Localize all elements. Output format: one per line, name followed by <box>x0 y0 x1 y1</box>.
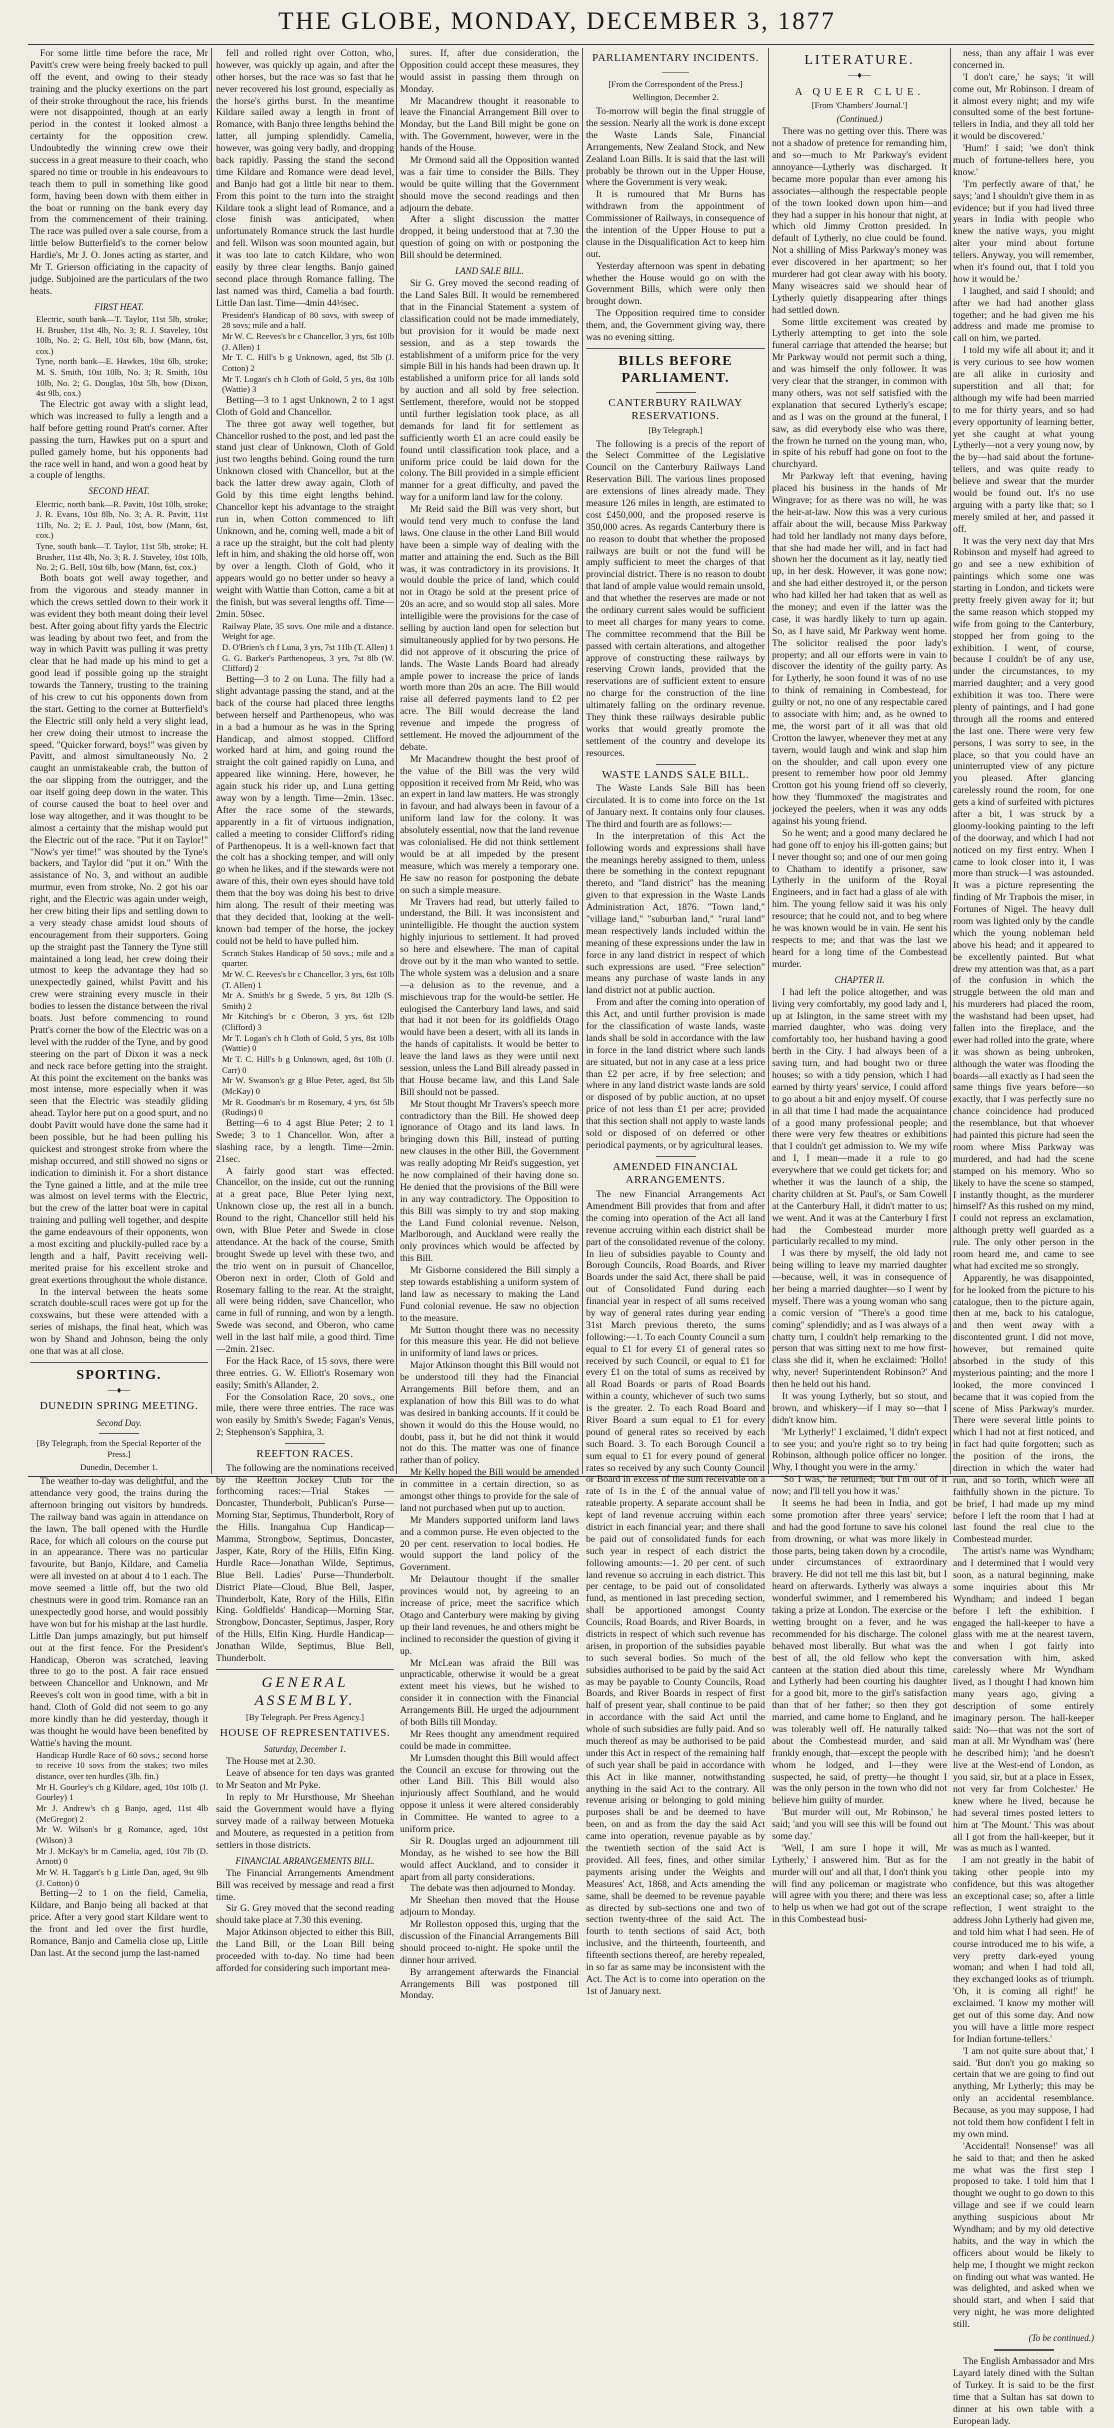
divider <box>656 392 696 393</box>
column-divider <box>396 48 397 1474</box>
paragraph: The Financial Arrangements Amendment Bill was received by message and read a first time. <box>216 1867 394 1903</box>
section-heading: LITERATURE. <box>804 53 915 68</box>
column-2 <box>216 48 394 1974</box>
paragraph: Major Atkinson objected to either this Bill, the Land Bill, or the Loan Bill being proceeded with to-day. No time had been afforded for considering such important mea- <box>216 1927 394 1974</box>
article-title: PARLIAMENTARY INCIDENTS. <box>592 52 759 64</box>
paragraph: Mr Reid said the Bill was very short, but would tend very much to confuse the land laws. One clause in the other Land Bill would have been a simple way of dealing with the matter and attaining the end. Such as the Bill was, it was contradictory in its provisions. It would double the price of land, which could not in Otago be sold at the present price of 20s an acre, and so would stop all sales. More intelligible were the provisions for the case of selling by auction land open for selection but simultaneously applied for by two persons. He did not approve of it obscuring the price of lands. The Waste Lands Board had already ample power to increase the price of lands worth more than 20s an acre. The Bill would raise all deferred payments land to £2 per acre. The Bill would decrease the land revenue and impede the progress of settlement. He moved the adjournment of the debate. <box>400 504 579 753</box>
paragraph: The following is a precis of the report of the Select Committee of the Legislative Council on the Canterbury Railways Land Reservation Bill. The various lines proposed are extensions of lines already made. They measure 126 miles in length, are estimated to cost £450,000, and the proposed reserve is 350,000 acres. As regards Canterbury there is no reason to doubt that whether the proposed railways are built or not the fund will be amply sufficient to meet the charges of that provincial district. There is no reason to doubt that land of ample value would remain unsold, and that whether the reserves are made or not the ordinary current sales would be sufficient to meet all charges for many years to come. The committee recommend that the Bill be passed with certain alterations, and altogether approve of constructing these railways by reserving Crown lands, provided that the reservations are of sufficient extent to ensure no charge for the construction of the line ultimately falling on the ordinary revenue. They think these railways desirable public works that would greatly promote the settlement of the country and develope its resources. <box>586 438 765 759</box>
paragraph: Mr Sutton thought there was no necessity for this measure this year. He did not believe in uniformity of land laws or prices. <box>400 1324 579 1360</box>
paragraph: For the Hack Race, of 15 sovs, there were three entries. G. W. Elliott's Rosemary won easily; Smith's Allander, 2. <box>216 1355 394 1391</box>
paragraph: The English Ambassador and Mrs Layard lately dined with the Sultan of Turkey. It is said to be the first time that a Sultan has sat down to dinner at his own table with a European lady. <box>953 2356 1094 2427</box>
divider <box>656 764 696 765</box>
race-result: Mr J. Andrew's ch g Banjo, aged, 11st 4lb (McGregor) 2 <box>36 1802 208 1824</box>
paragraph: The debate was then adjourned to Monday. <box>410 1883 576 1895</box>
race-result: Mr W. Wilson's br g Romance, aged, 10st (Wilson) 3 <box>36 1824 208 1845</box>
paragraph: Both boats got well away together, and from the vigorous and steady manner in which the crews settled down to their work it was evident they both meant doing their level best. After going about fifty yards the Electric was leading by about two feet, and from the way in which Pavitt was pulling it was pretty clear that he had made up his mind to get a good lead if possible going up the straight towards the Tannery, trusting to the training of his crew to cut his opponents down from the start. Getting to the corner at Butterfield's the Electric still only held a very slight lead, her crew doing their utmost to increase the speed. "Quicker forward, boys!" was given by Pavitt, and almost simultaneously No. 2 caught an unmistakeable crab, the button of the oar slipping from the outrigger, and the oar itself going deep down in the water. This of course caused the boat to heel over and lose way altogether, and it was thought to be almost a certainty that the mishap would put the Electric out of the race. "Put it on Taylor!" "Now's yer time!" was shouted by the Tyne's backers, and Taylor did "put it on." With the assistance of No. 3, and without an audible murmur, even from stroke, No. 2 got his oar right, and the Electric was again under weigh, her crew biting their lips and settling down to a very steady chase amidst loud shouts of encouragement from their supporters. Going up the straight past the Tannery the Tyne still maintained a long lead, her crew doing their utmost to keep the advantage they had so unexpectedly gained, whilst Pavitt and his crew were straining every muscle in their bodies to lessen the distance between the rival boats. Just before commencing to round Pratt's corner the bow of the Electric was on a level with the rudder of the Tyne, and by good steering on the part of Dixon it was a neck and neck race before getting into the straight. At this point the excitement on the banks was most intense, more especially when it was seen that the Electric was steadily gliding ahead. Taylor here put on a good spurt, and no doubt Pavitt would have done the same had it been possible, but he had been pulling his quickest and strongest stroke from where the mishap occurred, and still showed no signs or indication to diminish it. For a short distance the Tyne gained a little, and at the mile tree was almost on level terms with the Electric, but the crew of the latter boat were in capital training and pulling well together, and despite the game endeavours of their opponents, won a most exciting and pluckily-pulled race by a length and a half, Pavitt receiving well-merited praise for his excellent stroke and great exertions throughout the whole distance. <box>30 573 208 1286</box>
paragraph: I had left the police altogether, and was living very comfortably, my good lady and I, up at Islington, in the same street with my married daughter, who was doing very comfortably too, her husband having a good berth in the City. I had always been of a saving turn, and had bought two or three houses; so with a tidy pension, which I had earned by thirty years' service, I could afford to go about a bit and enjoy myself. Of course in all that time I had made the acquaintance of a good many professional people; and there were very few theatres or exhibitions that I couldn't get admission to. We my wife and I, I mean—made it a rule to go everywhere that we could get tickets for; and whether it was the launch of a ship, the charity children at St. Paul's, or Sam Cowell at the Canterbury Hall, it didn't matter to us; we went. And it was at the Canterbury I first had the Combestead murder more particularly recalled to my mind. <box>772 986 947 1248</box>
paragraph: Mr Travers had read, but utterly failed to understand, the Bill. It was inconsistent and unintelligible. He thought the auction system highly injurious to settlement. It had proved so here and elsewhere. The man of capital drove out by it the man who wanted to settle. The whole system was a delusion and a snare—a delusion as to the revenue, and a mischievous trap for the would-be settler. He eulogised the Canterbury land laws, and said that had it not been for its goldfields Otago would have been a desert, with all its lands in the hands of capitalists. It would be better to leave the land laws as they were until next session, unless the Land Bill already passed in that House became law, and this Land Sale Bill should not be passed. <box>400 896 579 1098</box>
article-title: A QUEER CLUE. <box>794 86 925 98</box>
divider <box>99 1433 139 1434</box>
paragraph: Betting—2 to 1 on the field, Camelia, Kildare, and Banjo being all backed at that price. After a very good start Kildare went to the front and led over the first hurdle, Romance, Banjo and Camelia close up, Little Dan last. At the second jump the last-named <box>30 1888 208 1959</box>
race-result: Mr T. Logan's ch h Cloth of Gold, 5 yrs, 8st 10lb (Wattie) 3 <box>222 373 394 395</box>
column-3 <box>400 48 579 2002</box>
paragraph: ness, than any affair I was ever concerned in. <box>953 48 1094 71</box>
paragraph: I am not greatly in the habit of taking other people into my confidence, but this was altogether an exceptional case; so, after a little reflection, I went straight to the address John Lytherly had given me, and told him what I had seen. He of course introduced me to his wife, a very pretty dark-eyed young woman; and when I had told all, they exchanged looks as of triumph. 'Oh, it is coming all right!' he exclaimed. 'I know my mother will get out of this some day. And now you will have a little more respect for Indian fortune-tellers.' <box>953 1855 1094 2045</box>
race-heading: Handicap Hurdle Race of 60 sovs.; second horse to receive 10 sovs from the stakes; two miles distance, over ten hurdles (3lb. fin.) <box>36 1749 208 1781</box>
paragraph: Leave of absence for ten days was granted to Mr Seaton and Mr Pyke. <box>216 1768 394 1792</box>
paragraph: Mr Rees thought any amendment required could be made in committee. <box>400 1728 579 1752</box>
column-1 <box>30 48 208 1959</box>
paragraph: Some little excitement was created by Lytherly attempting to get into the sole funeral carriage that attended the hearse; but Mr Parkway would not permit such a thing, and was himself the only follower. It was very clear that the stranger, in common with many others, was not self satisfied with the explanation that secured Lytherly's escape; and as I was on the ground at the funeral, I saw, as did everybody else who was there, the frown he turned on the young man, who, in spite of his rebuff had gone on foot to the churchyard. <box>772 316 947 471</box>
paragraph: Betting—6 to 4 agst Blue Peter; 2 to 1 Swede; 3 to 1 Chancellor. Won, after a slashing race, by a length. Time—2min. 21sec. <box>216 1118 394 1165</box>
byline: [By Telegraph.] <box>648 424 703 435</box>
article-title: REEFTON RACES. <box>256 1448 354 1461</box>
paragraph: 'Hum!' I said; 'we don't think much of fortune-tellers here, you know.' <box>953 143 1094 178</box>
race-result: Mr W. H. Taggart's b g Little Dan, aged, 9st 9lb (J. Cotton) 0 <box>36 1866 208 1888</box>
paragraph: There was no getting over this. There was not a shadow of pretence for remanding him, and so—much to Mr Parkway's evident annoyance—Lytherly was discharged. It became more popular than ever among his associates—although the respectable people of the town looked down upon him—and they had a supper in his honour that night, at which old Jimmy Crotton presided. In default of Lytherly, no clue could be found. Not a shilling of Miss Parkway's money was ever discovered in her apartment; so her murderer had got clear away with his booty. Many wiseacres said we should hear of Lytherly quietly disappearing after things had settled down. <box>772 126 947 316</box>
paragraph: Mr Manders supported uniform land laws and a common purse. He even objected to the 20 per cent. reservation to local bodies. He would support the land policy of the Government. <box>400 1514 579 1574</box>
paragraph: From and after the coming into operation of this Act, and until further provision is made for the classification of waste lands, waste lands shall be sold in accordance with the law in force in the land district where such lands are situated, but not in any case at a less price than £2 per acre, if by free selection; and where in any land district waste lands are sold or disposed of by public auction, at no upset price of not less than £1 per acre; provided that this section shall not apply to waste lands sold or disposed of on deferred or other periodical payments, or by agricultural leases. <box>586 997 765 1151</box>
race-result: Mr J. McKay's br m Camelia, aged, 10st 7lb (D. Arnott) 0 <box>36 1845 208 1867</box>
crew-listing: Electric, north bank—R. Pavitt, 10st 10lb, stroke; J. R. Evans, 10st 8lb, No. 3; A. R. Pavitt, 11st 11lb, No. 2; E. J. Paul, 10st, bow (Mann, 6st, cox.) <box>36 498 208 541</box>
race-result: Mr A. Smith's br g Swede, 5 yrs, 8st 12lb (S. Smith) 2 <box>222 990 394 1011</box>
article-title: WASTE LANDS SALE BILL. <box>601 768 750 781</box>
section-rule <box>30 1362 208 1363</box>
section-heading: FIRST HEAT. <box>94 301 144 312</box>
column-divider <box>211 48 212 1474</box>
byline: [By Telegraph. Per Press Agency.] <box>245 1712 364 1723</box>
paragraph: So he went; and a good many declared he had gone off to enjoy his ill-gotten gains; but I never thought so; and one of our men going to Chatham to identify a prisoner, saw Lytherly in the uniform of the Royal Engineers, and in fact had a glass of ale with him. The young fellow said it was his only resource; that he could not, and to beg where he was known would be in vain. He sent his respects to me; and that was the last we heard for a long time of the Combestead murder. <box>772 827 947 970</box>
paragraph: Mr Lumsden thought this Bill would affect the Council an excuse for throwing out the other Land Bill. This Bill would also injuriously affect Southland, and he would oppose it unless it were altered considerably in Committee. He wanted to agree to a uniform price. <box>400 1752 579 1835</box>
article-title: DUNEDIN SPRING MEETING. <box>39 1400 199 1413</box>
divider <box>656 1156 696 1157</box>
divider <box>994 2349 1054 2351</box>
chapter-heading: CHAPTER II. <box>834 974 885 985</box>
paragraph: It seems he had been in India, and got some promotion after three years' service; and had the good fortune to save his colonel from drowning, or what was more likely in those parts, being taken down by a crocodile, under circumstances of extraordinary bravery. He did not tell me this last bit, but I heard on afterwards. Lytherly was always a wonderful swimmer, and I remembered his taking a prize at London. The exercise or the wetting brought on a fever, and he was recommended for his discharge. The colonel behaved most liberally. But what was the best of all, the old fellow who kept the canteen at the station died about this time, and Lytherly had been courting his daughter for a good bit, more to the girl's satisfaction than that of her father; so then they got married, and came home to England, and he was tolerably well off. He naturally talked about the Combestead murder, and said frankly enough, that—except the people with whom he lodged, and I—they were suspected, he said, of pretty—he thought I was the only person in the town who did not believe him guilty of murder. <box>772 1498 947 1807</box>
article-title: HOUSE OF REPRESENTATIVES. <box>219 1726 391 1739</box>
section-heading: GENERAL ASSEMBLY. <box>254 1674 356 1710</box>
paragraph: I was there by myself, the old lady not being willing to leave my married daughter—because, well, it was in consequence of her being a married daughter—so I went by myself. There was a young woman who sang a comic version of "There's a good time coming" splendidly; and as I was always of a chatty turn, I couldn't help remarking to the person that was sitting next to me how first-class she did it, when he exclaimed: 'Hollo! why, never! Superintendent Robinson?' And then he held out his hand. <box>772 1248 947 1391</box>
paragraph: 'But murder will out, Mr Robinson,' he said; 'and you will see this will be found out some day.' <box>772 1807 947 1842</box>
paragraph: For the Consolation Race, 20 sovs., one mile, there were three entries. The race was won easily by Smith's Swede; Fagan's Venus, 2; Stephenson's Sapphira, 3. <box>216 1391 394 1439</box>
paragraph: To-morrow will begin the final struggle of the session. Nearly all the work is done except the Waste Lands Sale, Financial Arrangements, New Zealand Stock, and New Zealand Loan Bills. It is said that the last will probably be thrown out in the Upper House, where the Government is very weak. <box>586 106 765 189</box>
paragraph: 'Accidental! Nonsense!' was all he said to that; and then he asked me what was the first step I proposed to take. I told him that I thought we ought to go down to this village and see if we could learn anything suspicious about Mr Wyndham; and by my old detective habits, and the way in which the officers about would be likely to help me, I thought we might reckon on finding out what was wanted. He was delighted, and asked when we should start, and when I said that very night, he was more delighted still. <box>953 2140 1094 2331</box>
column-divider <box>582 48 583 1474</box>
paragraph: Yesterday afternoon was spent in debating whether the House would go on with the Government Bills, which were only then brought down. <box>586 260 765 308</box>
paragraph: The artist's name was Wyndham; and I determined that I would very soon, as a natural beginning, make some inquiries about this Mr Wyndham; and indeed I began before I left the exhibition. I engaged the hall-keeper to have a glass with me at the nearest tavern, and when I got fairly into conversation with him, asked carelessly where Mr Wyndham lived, as I thought I had known him many years ago, giving a description of some entirely imaginary person. The hall-keeper said: 'No—that was not the sort of man at all. Mr Wyndham was' (here he described him); 'and he doesn't live at the West-end of London, as you said, sir, but at a place in Essex, not very far from Colchester.' He knew where he lived, because he had several times posted letters to him at 'The Mount.' This was about all I got from the hall-keeper, but it was as much as I wanted. <box>953 1546 1094 1855</box>
dateline: Dunedin, December 1. <box>80 1462 158 1473</box>
paragraph: In the interpretation of this Act the following words and expressions shall have the meanings hereby assigned to them, unless there be something in the context repugnant thereto, and "land district" has the meaning given to that expression in the Waste Lands Administration Act, 1876. "Town land," "village land," "suburban land," "rural land" mean respectively lands included within the meaning of these expressions under the law in force in any land district in respect of which such expressions are used. "Free selection" means any purchase of waste lands in any land district not at public auction. <box>586 830 765 997</box>
article-title: AMENDED FINANCIAL ARRANGEMENTS. <box>612 1160 739 1187</box>
paragraph: A fairly good start was effected. Chancellor, on the inside, cut out the running at a great pace, Blue Peter lying next, Unknown close up, the rest all in a bunch. Round to the right, Chancellor still held his own, with Blue Peter and Swede in close attendance. At the back of the course, Smith brought Swede up level with these two, and the trio went on in pursuit of Chancellor, Oberon next in order, Cloth of Gold and Rosemary falling to the rear. At the straight, all were being ridden, save Chancellor, who came in full of running, and won by a length. Swede was second, and Oberon, who came well in the last half mile, a good third. Time—2min. 21sec. <box>216 1165 394 1355</box>
paragraph: Mr Parkway left that evening, having placed his business in the hands of Mr Wingrave; for as there was no will, he was the heir-at-law. Now this was a very curious affair about the will, because Miss Parkway had told her landlady not many days before, that she had made her will, and in fact had shown her the document as it lay, neatly tied up, in her desk. However, it was gone now; and she had either destroyed it, or the person who had killed her had taken that as well as the money; and even if the latter was the case, it was hardly likely to turn up again. So, as I have said, Mr Parkway went home. The solicitor realised the poor lady's property; and all our efforts were in vain to discover the identity of the guilty party. As for Lytherly, he soon found it was of no use to think of remaining in Combestead, for guilty or not, no one of any respectable cared to associate with him; and, as he owned to me, the worst part of it all was that old Crotton the lawyer, whenever they met at any tavern, would laugh and wink and slap him on the shoulder, and call upon every one present to remember how poor old Jemmy Crotton got his young friend off so cleverly, how they 'flummoxed' the magistrates and jockeyed the peelers, when it was any odds against his young friend. <box>772 471 947 827</box>
section-heading: SPORTING. <box>76 1367 162 1383</box>
paragraph: In reply to Mr Hursthouse, Mr Sheehan said the Government would have a flying survey made of a railway between Motueka and Moutere, as requested in a petition from settlers in those districts. <box>216 1792 394 1851</box>
paragraph: It was young Lytherly, but so stout, and brown, and whiskery—if I may so—that I didn't know him. <box>772 1391 947 1426</box>
section-rule <box>216 1669 394 1670</box>
paragraph: 'Mr Lytherly!' I exclaimed, 'I didn't expect to see you; and you're right so to try being Robinson, although police officer no longer. Why, I thought you were in the army.' <box>772 1426 947 1474</box>
crew-listing: Electric, south bank—T. Taylor, 11st 5lb, stroke; H. Brusher, 11st 4lb, No. 3; R. J. Staveley, 10st 10lb, No. 2; G. Bell, 10st 6lb, bow (Mann, 6st, cox.) <box>36 313 208 356</box>
section-heading: BILLS BEFORE PARLIAMENT. <box>618 353 733 387</box>
divider: ——— <box>662 66 689 77</box>
race-result: Mr T. Logan's ch h Cloth of Gold, 5 yrs, 8st 10lb (Wattie) 0 <box>222 1032 394 1054</box>
paragraph: It was the very next day that Mrs Robinson and myself had agreed to go and see a new exhibition of paintings which some one was starting in London, and tickets were pretty freely given away for it; but the same reason which stopped my wife from going to the Canterbury, stopped her from going to the exhibition. I went, of course, because I couldn't be of any use, under the circumstances, to my married daughter; and a very good exhibition it was too. There were plenty of paintings, and I had gone through all the rooms and entered the last one. There were very few persons, I was sorry to see, in the place, so that you could have an uninterrupted view of any picture you pleased. After glancing carelessly round the room, for one gets a kind of surfeited with pictures after a bit, I was struck by a gloomy-looking painting to the left of the doorway, and which I had not noticed on my first entry. When I came to look closer into it, I was more than struck—I was astounded. It was a picture representing the finding of Mr Trapbois the miser, in Fortunes of Nigel. The heavy dull room was lighted only by the candle which the young nobleman held above his head; and it appeared to be excellently painted. But what drew my attention was that, as a part of the confusion in which the struggle between the old man and his murderers had placed the room, the washstand had been upset, had fallen into the fireplace, and the ewer had rolled into the grate, where it was shown as being unbroken, although the water was flooding the boards—all exactly as I had seen the same things five years before—so exactly, that I was perfectly sure no chance coincidence had produced the resemblance, but that whoever had painted this picture had seen the room where Miss Parkway was murdered, and had had the scene stamped on his memory. Who so likely to have the scene so stamped, I instantly thought, as the murderer himself? As this rushed on my mind, I could not repress an exclamation, although pretty well guarded as a rule. The only other person in the room heard me, and came to see what had excited me so strongly. <box>953 535 1094 1272</box>
paragraph: fell and rolled right over Cotton, who, however, was quickly up again, and after the other horses, but the race was so fast that he never recovered his lost ground, especially as the horse's girths burst. In the meantime Kildare sailed away a length in front of Romance, with Banjo three lengths behind the latter, all jumping splendidly. Camelia, however, was going very badly, and dropping back rapidly. Passing the stand the second time Kildare and Romance were dead level, and Banjo had got a little bit near to them. From this point to the turn into the straight Kildare took a slight lead of Romance, and a close finish was anticipated, when unfortunately Romance struck the last hurdle and fell. Wilson was soon mounted again, but it was too late to catch Kildare, who won easily by three clear lengths. Banjo gained second place through Romance falling. The last named was third, Camelia a bad fourth. Little Dan last. Time—4min 44½sec. <box>216 48 394 309</box>
paragraph: Mr Rolleston opposed this, urging that the discussion of the Financial Arrangements Bill should proceed to-night. He spoke until the dinner hour arrived. <box>400 1919 579 1966</box>
to-be-continued: (To be continued.) <box>1028 2333 1094 2343</box>
column-6 <box>953 48 1094 2427</box>
paragraph: Sir G. Grey moved the second reading of the Land Sales Bill. It would be remembered that in the Financial Statement a system of classification could not be made immediately, but provision for it would be made next session, and as a step towards the establishment of a uniform price for the very simple Bill in his hands had been drawn up. It established a uniform price for all lands sold by auction and all sold by free selection. Settlement, therefore, would not be stopped until further legislation took place, as all demands for land fit for settlement as sufficiently worth £1 an acre could easily be found until classification took place, and a uniform price could be laid down for the colony. The Bill provided in a simple efficient manner for a great difficulty, and paved the way for a uniform land law for the colony. <box>400 278 579 504</box>
paragraph: Mr Stout thought Mr Travers's speech more contradictory than the Bill. He showed deep ignorance of Otago and its land laws. In bringing down this Bill, instead of putting new clauses in the other Bill, the Government was really adopting Mr Reid's suggestion, yet he now complained of their having done so. He denied that the provisions of the Bill were in any way contradictory. The Opposition to this Bill was simply to try and stop making the Land Fund colonial revenue. Nelson, Marlborough, and Auckland were really the only provinces which would be affected by this Bill. <box>400 1098 579 1265</box>
paragraph: 'So I was,' he returned; 'but I'm out of it now; and I'll tell you how it was.' <box>772 1474 947 1498</box>
race-result: G. G. Barker's Parthenopeus, 3 yrs, 7st 8lb (W. Clifford) 2 <box>222 652 394 674</box>
column-4 <box>586 48 765 1997</box>
masthead-rule <box>28 44 1094 45</box>
masthead: THE GLOBE, MONDAY, DECEMBER 3, 1877 <box>278 8 836 35</box>
paragraph: 'Well, I am sure I hope it will, Mr Lytherly,' I answered him. 'But as for the murder will out' and all that, I don't think you will find any policeman or magistrate who will agree with you there; and there was less to help us when we had got out of the scrape in this Combestead busi- <box>772 1842 947 1926</box>
paragraph: 'I'm perfectly aware of that,' he says; 'and I shouldn't give them in as evidence; but if you had lived three years in India with people who knew the native ways, you might alter your mind about fortune tellers. Anyway, you will remember, when it's found out, that I told you how it would be.' <box>953 178 1094 285</box>
race-result: Mr W. Swanson's gr g Blue Peter, aged, 8st 5lb (McKay) 0 <box>222 1075 394 1097</box>
byline: [By Telegraph, from the Special Reporter of the Press.] <box>36 1438 202 1459</box>
paragraph: After a slight discussion the matter dropped, it being understood that at 7.30 the question of going on with or postponing the Bill should be determined. <box>400 214 579 262</box>
paragraph: 'I don't care,' he says; 'it will come out, Mr Robinson. I dream of it almost every night; and my wife consulted some of the best fortune-tellers in India, and they all told her it would be discovered.' <box>953 71 1094 143</box>
crew-listing: Tyne, north bank—E. Hawkes, 10st 6lb, stroke; M. S. Smith, 10st 10lb, No. 3; R. Smith, 10st 10lb, No. 2; G. Douglas, 10st 5lb, bow (Dixon, 4st 9lb, cox.) <box>36 356 208 399</box>
crew-listing: Tyne, south bank—T. Taylor, 11st 5lb, stroke; H. Brusher, 11st 4lb, No. 3; R. J. Staveley, 10st 10lb, No. 2; G. Bell, 10st 6lb, bow (Mann, 6st, cox.) <box>36 541 208 573</box>
race-heading: Railway Plate, 35 sovs. One mile and a distance. Weight for age. <box>222 620 394 642</box>
race-result: Mr W. C. Reeves's br c Chancellor, 3 yrs, 6st 10lb (T. Allen) 1 <box>222 968 394 990</box>
continued-label: (Continued.) <box>836 114 883 125</box>
column-divider <box>768 48 769 1474</box>
race-result: Mr T. C. Hill's b g Unknown, aged, 8st 5lb (J. Cotton) 2 <box>222 352 394 373</box>
paragraph: I laughed, and said I should; and after we had had another glass together; and he had given me his address and made me promise to call on him, we parted. <box>953 285 1094 345</box>
subheading: FINANCIAL ARRANGEMENTS BILL. <box>235 1855 375 1866</box>
article-subtitle: Second Day. <box>96 1418 142 1429</box>
race-result: Mr H. Gourley's ch g Kildare, aged, 10st 10lb (J. Gourley) 1 <box>36 1781 208 1803</box>
paragraph: For some little time before the race, Mr Pavitt's crew were being freely backed to pull off the event, and owing to their steady training and the plucky exertions on the part of their stroke throughout the race, his friends were not disappointed, though at an early period in the contest it looked almost a certainty for the opposition crew. Undoubtedly the winning crew owe their success in a great measure to their coach, who spared no time or trouble in his endeavours to teach them to pull in something like good form, having been down with them either in the boat or running on the bank every day from the commencement of their training. The race was pulled over a sale course, from a little below Butterfield's to the corner below Hardie's, Mr J. O. Jones acting as starter, and Mr T. Grierson officiating in the capacity of judge. Subjoined are the particulars of the two heats. <box>30 48 208 297</box>
paragraph: Sir R. Douglas urged an adjournment till Monday, as he wished to see how the Bill would affect Auckland, and to consider it apart from all party considerations. <box>400 1835 579 1883</box>
paragraph: Mr McLean was afraid the Bill was unpracticable, otherwise it would be a great extent meet his views, but he wished to consider it in connection with the Financial Arrangements Bill. He urged the adjournment of both Bills till Monday. <box>400 1657 579 1728</box>
paragraph: In the interval between the heats some scratch double-scull races were got up for the coxswains, but these were attended with a series of mishaps, the final heat, which was won by Shand and Johnson, being the only one that was at all close. <box>30 1286 208 1357</box>
race-result: Mr W. C. Reeves's br c Chancellor, 3 yrs, 6st 10lb (J. Allen) 1 <box>222 330 394 352</box>
race-heading: President's Handicap of 80 sovs, with sweep of 28 sovs; mile and a half. <box>222 309 394 331</box>
paragraph: 'I am not quite sure about that,' I said. 'But don't you go making so certain that we are going to find out anything, Mr Lytherly; this may be only an accidental resemblance. Because, as you may suppose, I had not told them how confident I felt in my own mind. <box>953 2045 1094 2140</box>
paragraph: sures. If, after due consideration, the Opposition could accept these measures, they would assist in passing them through on Monday. <box>400 48 579 95</box>
paragraph: Mr Ormond said all the Opposition wanted was a fair time to consider the Bills. They would be quite willing that the Government should move the second readings and then adjourn the debate. <box>400 155 579 214</box>
paragraph: By arrangement afterwards the Financial Arrangements Bill was postponed till Monday. <box>400 1966 579 2002</box>
dateline: Wellington, December 2. <box>632 92 719 103</box>
race-result: Mr Kitching's br c Oberon, 3 yrs, 6st 12lb (Clifford) 3 <box>222 1011 394 1033</box>
paragraph: The following are the nominations received by the Reefton Jockey Club for the forthcoming races:—Trial Stakes — Doncaster, Thunderbolt, Publican's Purse—Morning Star, Septimus, Thunderbolt, Rory of the Hills. Inangahua Cup Handicap—Mamma, Strongbow, Septimus, Doncaster, Jasper, Kate, Rory of the Hills, Elfin King. Hurdle Race—Jonathan Wilde, Septimus, Blue Bell. Ladies' Purse—Thunderbolt. District Plate—Cloud, Blue Bell, Jasper, Thunderbolt, Kate, Rory of the Hills, Elfin King. Goldfields' Handicap—Morning Star, Strongbow, Doncaster, Septimus, Jasper, Rory of the Hills, Elfin King. Hurdle Handicap—Jonathan Wilde, Septimus, Blue Bell, Thunderbolt. <box>216 1462 394 1664</box>
paragraph: Major Atkinson thought this Bill would not be understood till they had the Financial Arrangements Bill before them, and an explanation of how this Bill was to do what was desired in banking accounts. If it could be shown it would do this the House would, no doubt, pass it, but he did not think it would not do this. The matter was one of finance rather than of policy. <box>400 1360 579 1467</box>
paragraph: I told my wife all about it; and it is very curious to see how women are all alike in curiosity and superstition and all that; for although my wife had been married to me for thirty years, and so had every opportunity of learning better, yet she caught at what young Lytherly—not a very young now, by the by—had said about the fortune-tellers, and was quite ready to believe and swear that the murder would be found out. It's no use arguing with a party like that; so I merely smiled at her, and passed it off. <box>953 345 1094 535</box>
dateline: Saturday, December 1. <box>263 1744 347 1755</box>
section-rule <box>586 348 765 349</box>
paragraph: Betting—3 to 1 agst Unknown, 2 to 1 agst Cloth of Gold and Chancellor. <box>216 394 394 418</box>
paragraph: Mr Macandrew thought it reasonable to leave the Financial Arrangement Bill over to Monday, but the Land Bill might be gone on with. The Government, however, were in the hands of the House. <box>400 95 579 155</box>
divider <box>285 1443 325 1444</box>
divider: —♦— <box>848 70 871 81</box>
subheading: LAND SALE BILL. <box>455 266 524 277</box>
race-result: D. O'Brien's ch f Luna, 3 yrs, 7st 11lb (T. Allen) 1 <box>222 642 394 653</box>
column-divider <box>950 48 951 1474</box>
paragraph: Mr Gisborne considered the Bill simply a step towards establishing a uniform system of land law as necessary to making the Land Fund colonial revenue. He saw no objection to the measure. <box>400 1265 579 1324</box>
race-result: Mr R. Goodman's br m Rosemary, 4 yrs, 6st 5lb (Rudings) 0 <box>222 1096 394 1118</box>
paragraph: The House met at 2.30. <box>226 1756 316 1768</box>
paragraph: Sir G. Grey moved that the second reading should take place at 7.30 this evening. <box>216 1903 394 1927</box>
paragraph: The new Financial Arrangements Act Amendment Bill provides that from and after the coming into operation of the Act all land revenue accruing within each district shall be part of the consolidated revenue of the colony. In lieu of subsidies payable to County and Borough Councils, Road Boards, and River Boards under the said Act, there shall be paid out of Consolidated Fund during each financial year in respect of all sums received by way of general rates during year ending 31st March previous thereto, the sums following:—1. To each County Council a sum equal to £1 for every £1 of general rates so received by such Council, or equal to £1 for every £1 on the total of sums as received by all Road Boards or parts of Road Boards within a county, whichever of such two sums is the greater. 2. To each Road Board and River Board a sum equal to £1 for every pound of general rates so received by each such Board. 3. To each Borough Council a sum equal to £1 for every pound of general rates so received by any such County Council or Board in excess of the sum receivable on a rate of 1s in the £ of the annual value of rateable property. A separate account shall be kept of land revenue accruing within each district in each financial year; and there shall be paid out of consolidated funds for each such year in respect of each district the following amounts:—1. 20 per cent. of such land revenue so accruing in each district. This per centage, to be paid out of consolidated fund, as mentioned in last preceding section, shall be apportioned amongst County Councils, Road Boards, and River Boards, in districts in respect of which such revenue has arisen, in proportion of the subsidies payable to such several bodies. So much of the subsidies authorised to be paid by the said Act as may be payable to County Councils, Road Boards, and River Boards in respect of first half of present year, shall continue to be paid in accordance with the said Act until the whole of such subsidies are fully paid. And so much thereof as may be authorised to be paid under this Act in respect of the remaining half of such year shall be paid in accordance with this Act in like manner, notwithstanding anything in the said Act to the contrary. All revenue arising or belonging to gold mining purposes shall be and be deemed to have been, on and as from the day the said Act came into operation, revenue payable as by the twentieth section of the said Act is provided. All fees, fines, and other similar payments arising under the Weights and Measures' Act, 1868, and Acts amending the same, shall be deemed to be revenue payable as directed by sub-sections one and two of section twenty-three of the said Act. The fourth to tenth sections of said Act, both inclusive, and the thirteenth, fourteenth, and fifteenth sections thereof, are hereby repealed, in so far as same may be inconsistent with the Act. The Act is to come into operation on the 1st of January next. <box>586 1189 765 1997</box>
paragraph: The weather to-day was delightful, and the attendance very good, the trains during the afternoon bringing out visitors by hundreds. The railway band was again in attendance on the lawn. The ball opened with the Hurdle Race, for which all colours on the course put in an appearance. There was no particular favourite, but Banjo, Kildare, and Camelia were all invested on at about 4 to 1 each. The move seemed a little off, but the two old chestnuts were in good trim. Romance ran an unexpectedly good horse, and would possibly have won but for his mishap at the last hurdle. Little Dan jumps amazingly, but put himself out at the first fence. For the President's Handicap, Oberon was scratched, leaving three to go to the post. A fair race ensued between Chancellor and Unknown, and Mr Reeves's colt won in good time, with a bit in hand. Cloth of Gold did not seem to go any more kindly than he did yesterday, though it was thought he would have been benefited by Wattie's having the mount. <box>30 1476 208 1749</box>
column-5 <box>772 48 947 1926</box>
paragraph: Apparently, he was disappointed, for he looked from the picture to his catalogue, then to the picture again, then at me, back to his catalogue, and then went away with a discontented grunt. I did not move, however, but remained quite absorbed in the study of this mysterious painting; and the more I looked, the more convinced I became that it was copied from the scene of Miss Parkway's murder. There were several little points to which I had not at first noticed, and in fact had quite forgotten; such as the position of the irons, the direction in which the water had run, and so forth, which were all faithfully shown in the picture. To be brief, I had made up my mind before I left the room that I had at last found the real clue to the Combestead murder. <box>953 1272 1094 1546</box>
divider: —♦— <box>107 1385 131 1396</box>
article-title: CANTERBURY RAILWAY RESERVATIONS. <box>608 396 743 423</box>
paragraph: The Opposition required time to consider them, and, the Government giving way, there was no evening sitting. <box>586 308 765 344</box>
byline: [From the Correspondent of the Press.] <box>608 78 743 89</box>
paragraph: Mr Macandrew thought the best proof of the value of the Bill was the very wild opposition it received from Mr Reid, who was an expert in land law matters. He was strongly in favour, and had always been in favour of a uniform land law for the colony. It was absolutely essential, now that the land revenue was colonialised. He did not think settlement would be at all impeded by the present measure, which was merely a temporary one. He saw no reason for postponing the debate on such a simple measure. <box>400 753 579 896</box>
paragraph: Mr Delautour thought if the smaller provinces would not, by agreeing to an increase of price, meet the sacrifice which Otago and Canterbury were making by giving up their land revenues, he and others might be inclined to reconsider the question of giving it up. <box>400 1574 579 1657</box>
section-heading: SECOND HEAT. <box>88 486 150 497</box>
paragraph: Mr Kelly hoped the Bill would be amended in committee in a certain direction, so as amongst other things to provide for the sale of land not purchased when put up to auction. <box>400 1467 579 1514</box>
paragraph: It is rumoured that Mr Burns has withdrawn from the appointment of Commissioner of Railways, in consequence of the intention of the Upper House to put a clause in the Disqualification Act to keep him out. <box>586 189 765 260</box>
paragraph: The Electric got away with a slight lead, which was increased to fully a length and a half before getting round Pratt's corner. After passing the turn, Hawkes put on a spurt and pulled gamely home, but his opponents had the race well in hand, and won a good heat by a couple of lengths. <box>30 399 208 482</box>
paragraph: Mr Sheehan then moved that the House adjourn to Monday. <box>400 1895 579 1919</box>
bottom-rule <box>28 1476 1094 1477</box>
race-result: Mr T. C. Hill's b g Unknown, aged, 8st 10lb (J. Carr) 0 <box>222 1054 394 1075</box>
paragraph: The Waste Lands Sale Bill has been circulated. It is to come into force on the 1st of January next. It contains only four clauses. The third and fourth are as follows:— <box>586 783 765 830</box>
race-heading: Scratch Stakes Handicap of 50 sovs.; mile and a quarter. <box>222 947 394 969</box>
byline: [From 'Chambers' Journal.'] <box>811 99 908 110</box>
paragraph: Betting—3 to 2 on Luna. The filly had a slight advantage passing the stand, and at the back of the course had placed three lengths between herself and Parthenopeus, who was in a bad a humour as he was in the Spring Handicap, and almost stopped. Clifford worked hard at him, and going round the straight the colt gained rapidly on Luna, and appeared like winning. Here, however, he again stuck his rider up, and Luna getting away won by a length. Time—2min. 13sec. After the race some of the stewards, apparently in a fit of virtuous indignation, called a meeting to consider Clifford's riding of Parthenopeus. It is a well-known fact that the colt has a shocking temper, and will only go when he likes, and if the stewards were not aware of this, their own eyes should have told them that the boy was doing his best to drive him along. The result of their meeting was that they decided that, looking at the well-known bad temper of the horse, the jockey could not be held to have pulled him. <box>216 674 394 947</box>
paragraph: The three got away well together, but Chancellor rushed to the post, and led past the stand just clear of Unknown, Cloth of Gold just two lengths behind. Going round the turn Unknown closed with Chancellor, but at the back the latter drew away again, Cloth of Gold by this time eight lengths behind. Chancellor kept his advantage to the straight run in, when Cotton commenced to lift Unknown, and he, coming well, made a bit of a race up the straight, but the colt had plenty left in him, and shaking the old horse off, won by over a length. Cloth of Gold, who it appears would go no better under so heavy a weight with Wattie than Cotton, came a bit at the finish, but was several lengths off. Time—2min. 50sec. <box>216 418 394 620</box>
